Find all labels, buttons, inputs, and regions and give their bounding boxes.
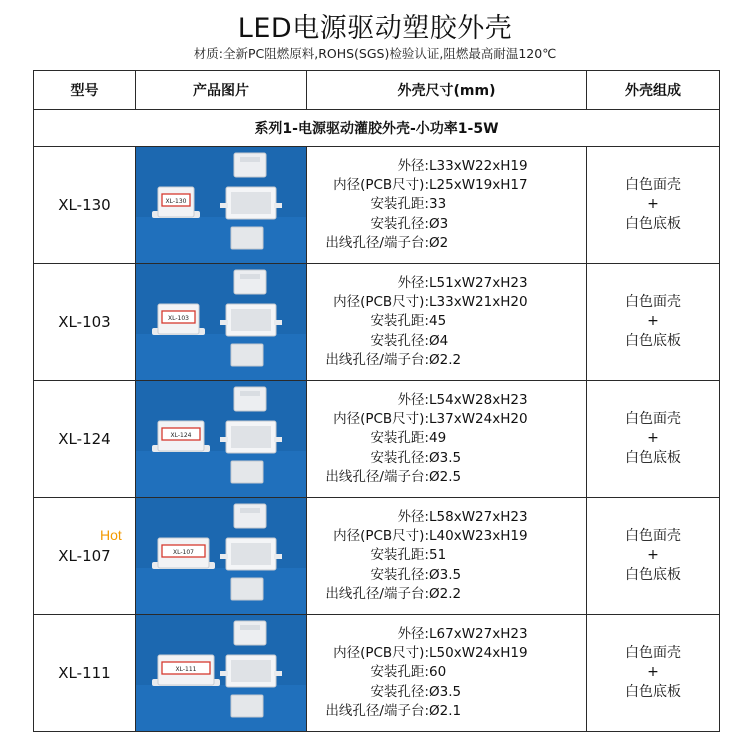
header-model: 型号 [34, 71, 136, 110]
dimension-row [311, 410, 582, 429]
dimension-value: L50xW24xH19 [429, 645, 528, 662]
composition-base: 白色底板 [625, 215, 681, 232]
dimension-value: L25xW19xH17 [429, 177, 528, 194]
dimensions-cell [307, 498, 587, 615]
enclosure-image [136, 381, 307, 497]
dimension-label: 出线孔径/端子台: [325, 234, 429, 251]
dimension-label: 内径(PCB尺寸): [333, 645, 429, 662]
dimension-label: 出线孔径/端子台: [325, 468, 429, 485]
spec-table [33, 70, 720, 732]
dimension-label: 出线孔径/端子台: [325, 702, 429, 719]
enclosure-image [136, 147, 307, 263]
dimension-label: 外径: [397, 508, 429, 525]
dimension-label: 安装孔距: [370, 430, 429, 447]
composition-plus: + [647, 430, 659, 447]
dimension-row [311, 293, 582, 312]
composition-base: 白色底板 [625, 683, 681, 700]
product-photo [136, 264, 307, 381]
composition-shell: 白色面壳 [625, 176, 681, 193]
dimension-row [311, 176, 582, 195]
product-row [34, 615, 720, 732]
dimension-label: 安装孔距: [370, 196, 429, 213]
dimension-value: Ø2.2 [429, 585, 462, 602]
dimension-row [311, 625, 582, 644]
product-photo [136, 615, 307, 732]
model-cell [34, 498, 136, 615]
dimension-row [311, 391, 582, 410]
dimension-value: L54xW28xH23 [429, 391, 528, 408]
dimension-label: 安装孔径: [370, 683, 429, 700]
model-cell [34, 147, 136, 264]
dimension-value: L51xW27xH23 [429, 274, 528, 291]
enclosure-image [136, 498, 307, 614]
dimension-value: L33xW21xH20 [429, 294, 528, 311]
composition-shell: 白色面壳 [625, 527, 681, 544]
series-row [34, 110, 720, 147]
hot-badge: Hot [100, 527, 122, 543]
dimension-row [311, 663, 582, 682]
composition-cell [587, 615, 720, 732]
dimension-row [311, 566, 582, 585]
dimension-value: L40xW23xH19 [429, 528, 528, 545]
dimension-label: 内径(PCB尺寸): [333, 411, 429, 428]
dimension-row [311, 234, 582, 253]
case-label: XL-103 [168, 315, 189, 322]
dimension-row [311, 644, 582, 663]
composition-cell [587, 147, 720, 264]
dimension-value: L58xW27xH23 [429, 508, 528, 525]
dimension-row [311, 274, 582, 293]
header-dimensions: 外壳尺寸(mm) [307, 71, 587, 110]
product-photo [136, 147, 307, 264]
dimension-value: Ø2.5 [429, 468, 462, 485]
enclosure-image [136, 264, 307, 380]
dimension-row [311, 527, 582, 546]
dimension-label: 外径: [397, 625, 429, 642]
enclosure-image [136, 615, 307, 731]
dimension-value: Ø3 [429, 215, 449, 232]
dimension-label: 安装孔距: [370, 664, 429, 681]
dimension-label: 外径: [397, 274, 429, 291]
dimensions-cell [307, 615, 587, 732]
case-label: XL-107 [173, 549, 194, 556]
dimension-value: Ø2 [429, 234, 449, 251]
dimension-row [311, 351, 582, 370]
dimension-value: 45 [429, 313, 447, 330]
composition-base: 白色底板 [625, 449, 681, 466]
dimension-label: 内径(PCB尺寸): [333, 528, 429, 545]
dimension-value: Ø2.1 [429, 702, 462, 719]
dimension-label: 安装孔径: [370, 215, 429, 232]
case-label: XL-124 [170, 432, 192, 439]
material-subtitle: 材质:全新PC阻燃原料,ROHS(SGS)检验认证,阻燃最高耐温120℃ [193, 46, 557, 61]
dimension-value: Ø3.5 [429, 566, 462, 583]
product-photo [136, 498, 307, 615]
dimension-label: 安装孔距: [370, 547, 429, 564]
dimension-row [311, 508, 582, 527]
dimension-row [311, 683, 582, 702]
product-row [34, 264, 720, 381]
dimension-value: 60 [429, 664, 447, 681]
dimension-label: 安装孔径: [370, 332, 429, 349]
composition-plus: + [647, 313, 659, 330]
model-number: XL-130 [58, 196, 111, 214]
dimension-row [311, 157, 582, 176]
model-number: XL-124 [58, 430, 111, 448]
dimension-value: Ø3.5 [429, 683, 462, 700]
dimension-label: 外径: [397, 391, 429, 408]
dimension-label: 内径(PCB尺寸): [333, 177, 429, 194]
model-cell [34, 615, 136, 732]
dimension-value: Ø4 [429, 332, 449, 349]
dimension-row [311, 312, 582, 331]
dimension-label: 出线孔径/端子台: [325, 585, 429, 602]
dimension-label: 安装孔径: [370, 449, 429, 466]
composition-cell [587, 381, 720, 498]
composition-base: 白色底板 [625, 566, 681, 583]
dimension-row [311, 332, 582, 351]
model-number: XL-103 [58, 313, 111, 331]
product-row [34, 381, 720, 498]
dimension-label: 内径(PCB尺寸): [333, 294, 429, 311]
composition-plus: + [647, 664, 659, 681]
dimensions-cell [307, 264, 587, 381]
series-title: 系列1-电源驱动灌胶外壳-小功率1-5W [34, 110, 720, 147]
dimension-value: 49 [429, 430, 447, 447]
dimension-value: Ø3.5 [429, 449, 462, 466]
dimension-label: 安装孔径: [370, 566, 429, 583]
dimension-row [311, 546, 582, 565]
composition-shell: 白色面壳 [625, 644, 681, 661]
dimensions-cell [307, 147, 587, 264]
dimension-row [311, 468, 582, 487]
model-number: XL-107 [58, 547, 111, 565]
product-row [34, 498, 720, 615]
composition-plus: + [647, 196, 659, 213]
dimension-row [311, 195, 582, 214]
composition-shell: 白色面壳 [625, 293, 681, 310]
product-row [34, 147, 720, 264]
composition-cell [587, 264, 720, 381]
composition-cell [587, 498, 720, 615]
composition-shell: 白色面壳 [625, 410, 681, 427]
dimension-row [311, 215, 582, 234]
case-label: XL-111 [175, 666, 197, 673]
header-photo: 产品图片 [136, 71, 307, 110]
dimension-label: 出线孔径/端子台: [325, 351, 429, 368]
header-composition: 外壳组成 [587, 71, 720, 110]
model-number: XL-111 [58, 664, 111, 682]
product-photo [136, 381, 307, 498]
case-label: XL-130 [165, 198, 187, 205]
dimension-value: L33xW22xH19 [429, 157, 528, 174]
dimension-label: 外径: [397, 157, 429, 174]
dimension-row [311, 585, 582, 604]
header-row [34, 71, 720, 110]
page-title: LED电源驱动塑胶外壳 [237, 13, 513, 44]
composition-plus: + [647, 547, 659, 564]
dimension-value: 33 [429, 196, 447, 213]
composition-base: 白色底板 [625, 332, 681, 349]
dimension-value: 51 [429, 547, 447, 564]
dimension-row [311, 702, 582, 721]
model-cell [34, 381, 136, 498]
dimension-row [311, 449, 582, 468]
model-cell [34, 264, 136, 381]
dimension-value: L37xW24xH20 [429, 411, 528, 428]
dimensions-cell [307, 381, 587, 498]
dimension-label: 安装孔距: [370, 313, 429, 330]
dimension-row [311, 429, 582, 448]
dimension-value: L67xW27xH23 [429, 625, 528, 642]
dimension-value: Ø2.2 [429, 351, 462, 368]
